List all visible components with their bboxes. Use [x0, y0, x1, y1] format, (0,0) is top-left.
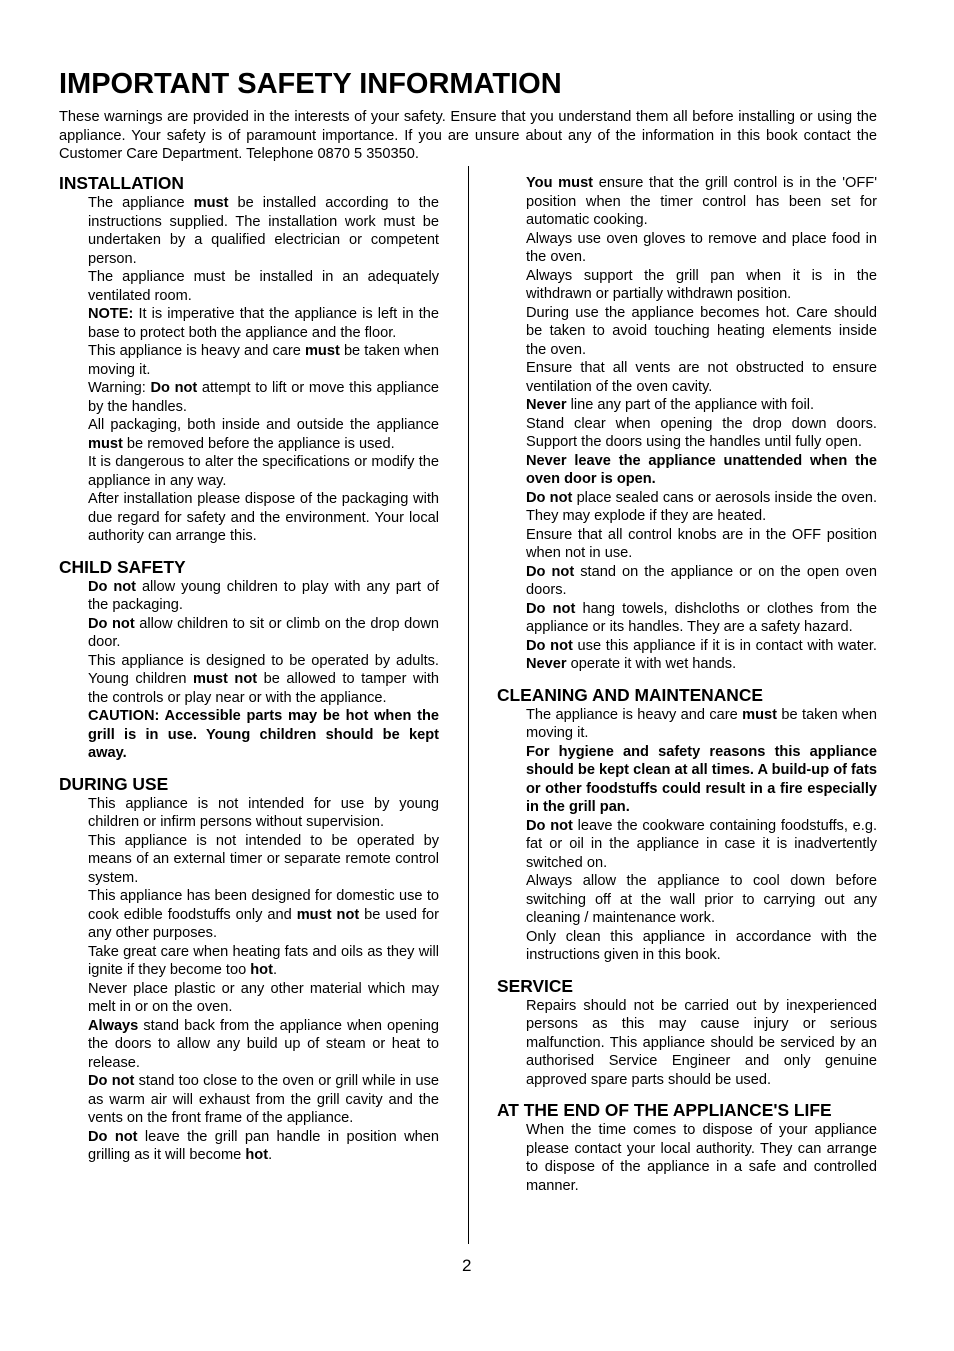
emphasis-text: You must: [526, 175, 594, 191]
section-body: [59, 795, 439, 1165]
paragraph: Never place plastic or any other material which may melt in or on the oven.: [88, 980, 439, 1015]
paragraph: This appliance is not intended for use by young children or infirm persons without supervision.: [88, 795, 439, 830]
paragraph: All packaging, both inside and outside the appliance must be removed before the appliance is used.: [88, 417, 439, 452]
paragraph: When the time comes to dispose of your appliance please contact your local authority. They can arrange to dispose of the appliance in a safe and controlled manner.: [526, 1122, 877, 1194]
paragraph: Stand clear when opening the drop down doors. Support the doors using the handles until fully open.: [526, 415, 877, 450]
emphasis-text: Never: [526, 397, 567, 413]
paragraph: Do not place sealed cans or aerosols inside the oven. They may explode if they are heated.: [526, 489, 877, 524]
emphasis-text: Do not: [150, 380, 198, 396]
paragraph: Ensure that all vents are not obstructed to ensure ventilation of the oven cavity.: [526, 360, 877, 395]
paragraph: [526, 452, 877, 489]
paragraph: The appliance must be installed according to the instructions supplied. The installation work must be undertaken by a qualified electrician or competent person.: [88, 195, 439, 267]
emphasis-text: must: [193, 195, 229, 211]
paragraph: Do not leave the cookware containing foodstuffs, e.g. fat or oil in the appliance in case it is inadvertently switched on.: [526, 817, 878, 871]
section-body: [497, 706, 877, 965]
paragraph: Repairs should not be carried out by inexperienced persons as this may cause injury or serious malfunction. This appliance should be serviced by an authorised Service Engineer and only genuine approved spare parts should be used.: [526, 997, 877, 1088]
page-number: 2: [462, 1256, 472, 1275]
emphasis-text: Do not: [526, 817, 573, 834]
right-column: [497, 174, 877, 1205]
emphasis-text: Do not: [88, 578, 137, 595]
emphasis-text: Do not: [88, 1128, 138, 1145]
emphasis-text: hot: [250, 962, 273, 978]
left-column: [59, 172, 439, 1175]
paragraph: The appliance must be installed in an adequately ventilated room.: [88, 269, 439, 304]
emphasis-text: Do not: [526, 637, 573, 654]
paragraph: Take great care when heating fats and oils as they will ignite if they become too hot.: [88, 943, 439, 978]
paragraph: Do not hang towels, dishcloths or clothes from the appliance or its handles. They are a safety hazard.: [526, 600, 878, 635]
paragraph: It is dangerous to alter the specifications or modify the appliance in any way.: [88, 454, 439, 489]
section-heading: DURING USE: [59, 773, 169, 794]
paragraph: [526, 743, 877, 817]
paragraph: During use the appliance becomes hot. Care should be taken to avoid touching heating elements inside the oven.: [526, 304, 877, 358]
paragraph: Ensure that all control knobs are in the OFF position when not in use.: [526, 526, 877, 561]
paragraph: This appliance is heavy and care must be taken when moving it.: [88, 343, 439, 378]
emphasis-text: CAUTION: Accessible parts may be hot when the grill is in use. Young children should be kept away.: [88, 708, 439, 761]
paragraph: Always support the grill pan when it is in the withdrawn or partially withdrawn position.: [526, 267, 877, 302]
section-heading: CLEANING AND MAINTENANCE: [497, 684, 764, 705]
section-body: [497, 997, 877, 1090]
paragraph: You must ensure that the grill control is in the 'OFF' position when the timer control has been set for automatic cooking.: [526, 175, 877, 228]
section-installation: [59, 172, 439, 546]
intro-paragraph: These warnings are provided in the interests of your safety. Ensure that you understand them all before installing or using the appliance. Your safety is of paramount importance. If you are unsure about any of the information in this book contact the Customer Care Department. Telephone 0870 5 350350.: [59, 109, 877, 162]
section-cleaning-maintenance: [497, 684, 877, 965]
paragraph: Do not stand on the appliance or on the open oven doors.: [526, 563, 877, 598]
emphasis-text: Always: [88, 1017, 139, 1034]
column-divider: [468, 166, 469, 1244]
section-end-of-life: [497, 1099, 877, 1195]
emphasis-text: For hygiene and safety reasons this appliance should be kept clean at all times. A build-up of fats or other foodstuffs could result in a fire especially in the grill pan.: [526, 743, 877, 815]
page-title: IMPORTANT SAFETY INFORMATION: [59, 68, 562, 100]
paragraph: Only clean this appliance in accordance with the instructions given in this book.: [526, 928, 877, 963]
emphasis-text: Do not: [526, 489, 573, 506]
section-heading: CHILD SAFETY: [59, 556, 186, 577]
paragraph: Do not allow young children to play with any part of the packaging.: [88, 578, 439, 613]
section-heading: AT THE END OF THE APPLIANCE'S LIFE: [497, 1100, 832, 1120]
section-during-use-continued: [497, 174, 877, 674]
section-child-safety: [59, 556, 439, 763]
paragraph: Always use oven gloves to remove and place food in the oven.: [526, 230, 877, 265]
emphasis-text: Do not: [526, 600, 576, 617]
emphasis-text: Never: [526, 656, 567, 672]
paragraph: Always allow the appliance to cool down before switching off at the wall prior to carrying out any cleaning / maintenance work.: [526, 873, 877, 926]
paragraph: Do not stand too close to the oven or grill while in use as warm air will exhaust from the grill cavity and the vents on the front frame of the appliance.: [88, 1073, 439, 1126]
paragraph: The appliance is heavy and care must be taken when moving it.: [526, 706, 877, 741]
emphasis-text: NOTE:: [88, 306, 134, 322]
emphasis-text: must: [88, 435, 123, 452]
paragraph: Do not allow children to sit or climb on the drop down door.: [88, 615, 439, 650]
emphasis-text: must: [304, 343, 340, 359]
paragraph: Warning: Do not attempt to lift or move this appliance by the handles.: [88, 380, 439, 415]
section-heading: SERVICE: [497, 975, 574, 996]
paragraph: This appliance is not intended to be operated by means of an external timer or separate remote control system.: [88, 832, 439, 886]
emphasis-text: must not: [296, 906, 360, 923]
section-body: [59, 578, 439, 763]
emphasis-text: Do not: [88, 615, 135, 632]
section-body: [59, 194, 439, 546]
emphasis-text: Never leave the appliance unattended when the oven door is open.: [526, 452, 877, 487]
emphasis-text: Do not: [526, 563, 575, 580]
paragraph: Do not leave the grill pan handle in position when grilling as it will become hot.: [88, 1128, 439, 1163]
paragraph: This appliance has been designed for domestic use to cook edible foodstuffs only and must not be used for any other purposes.: [88, 888, 439, 941]
paragraph: [88, 707, 439, 763]
section-service: [497, 975, 877, 1090]
paragraph: Always stand back from the appliance when opening the doors to allow any build up of steam or heat to release.: [88, 1017, 439, 1071]
section-during-use: [59, 773, 439, 1165]
section-body: [497, 174, 877, 674]
paragraph: After installation please dispose of the packaging with due regard for safety and the environment. Your local authority can arrange this.: [88, 491, 439, 544]
section-body: [497, 1121, 877, 1195]
paragraph: Never line any part of the appliance with foil.: [526, 397, 815, 413]
paragraph: Do not use this appliance if it is in contact with water. Never operate it with wet hands.: [526, 637, 877, 672]
emphasis-text: Do not: [88, 1073, 135, 1089]
paragraph: NOTE: It is imperative that the appliance is left in the base to protect both the appliance and the floor.: [88, 306, 439, 341]
paragraph: This appliance is designed to be operated by adults. Young children must not be allowed to tamper with the controls or play near or with the appliance.: [88, 652, 439, 706]
emphasis-text: must: [742, 706, 778, 723]
emphasis-text: must not: [193, 671, 258, 687]
section-heading: INSTALLATION: [59, 173, 184, 193]
emphasis-text: hot: [245, 1147, 269, 1163]
